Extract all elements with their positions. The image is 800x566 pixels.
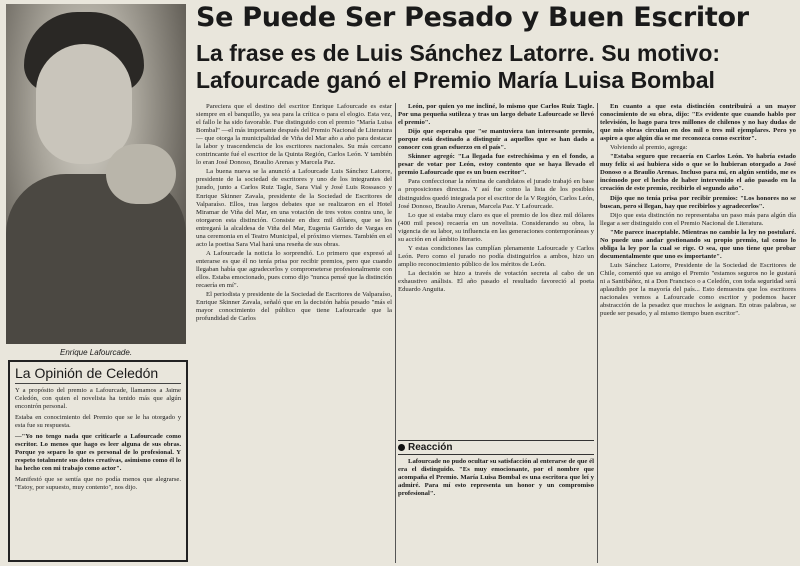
paragraph: En cuanto a que esta distinción contribuirá a un mayor conocimiento de su obra, dijo: "Es evidente que cuando hablo por televisión, lo hago para tres millones de chilenos y no hay dudas de que mis obras circulan en dos mil o tres mil ejemplares. Pero yo aspiro a que algún día se me reconozca como escritor". <box>600 103 796 143</box>
paragraph: "Estaba seguro que recaería en Carlos León. Yo habría estado muy feliz si así hubiera sido o que se lo hubieran otorgado a José Donoso o a Braulio Arenas. Incluso para mí, en algún sentido, me es incómodo por el hecho de haber intervenido el año pasado en la creación de este premio, recibirlo el segundo año". <box>600 153 796 193</box>
paragraph: El periodista y presidente de la Sociedad de Escritores de Valparaíso, Enrique Skinner Zavala, señaló que en la decisión había pesado "más el mayor conocimiento del público que tiene Lafourcade que la profundidad de Carlos <box>196 291 392 323</box>
paragraph: Dijo que esperaba que "se mantuviera tan interesante premio, porque está destinado a distinguir a aquellos que se han dado a conocer con gran esfuerzo en el país". <box>398 128 594 152</box>
paragraph: Luis Sánchez Latorre, Presidente de la Sociedad de Escritores de Chile, comentó que su amigo el Premio "estamos seguros no le gustará ni a Santibáñez, ni a Don Francisco o a Celedón, con toda seguridad será aplaudido por la mayoría del país... Esto demuestra que los escritores nacionales vemos a Lafourcade como escritor y podemos hacer abstracción de la pesadez que muchos le asignan. En otras palabras, se puede ser pesado, y al mismo tiempo buen escritor". <box>600 261 796 318</box>
paragraph: Y a propósito del premio a Lafourcade, llamamos a Jaime Celedón, con quien el novelista ha tenido más que algún encontrón personal. <box>15 387 181 410</box>
article-column-3 <box>600 103 796 563</box>
paragraph: Para confeccionar la nómina de candidatos el jurado trabajó en base a proposiciones directas. Y así fue como la lista de los posibles distinguidos quedó integrada por el escritor de la V Región, Carlos León, José Donoso, Braulio Arenas, Marcela Paz. Y Lafourcade. <box>398 178 594 210</box>
paragraph: Skinner agregó: "La llegada fue estrechísima y en el fondo, a pesar de votar por León, estoy contento que se haya llevado el premio Lafourcade que es un buen escritor". <box>398 153 594 177</box>
sidebar-body <box>15 387 181 492</box>
reaccion-heading <box>398 440 594 455</box>
paragraph: Y estas condiciones las cumplían plenamente Lafourcade y Carlos León. Pero como el jurado no podía distinguirlos a ambos, hizo un amplio reconocimiento público de los méritos de León. <box>398 244 594 268</box>
photo-hand <box>106 144 176 204</box>
paragraph: Estaba en conocimiento del Premio que se le ha otorgado y esta fue su respuesta. <box>15 414 181 429</box>
paragraph: —"Yo no tengo nada que criticarle a Lafourcade como escritor. Lo menos que hago es leer alguna de sus obras. Porque yo separo lo que es personal de lo profesional. Y respeto totalmente sus dotes creativas, asimismo como él lo ha hecho con mi trabajo como actor". <box>15 433 181 472</box>
paragraph: Pareciera que el destino del escritor Enrique Lafourcade es estar siempre en el banquillo, ya sea para la crítica o para el elogio. Esta vez, el fallo le ha sido favorable. Fue distinguido con el premio "María Luisa Bombal" —el más importante después del Premio Nacional de Literatura— que otorga la municipalidad de Viña del Mar año a año para destacar la labor y trascendencia de los escritores nacionales. Su más cercano contrincante fué el escritor de la Quinta Región, Carlos León. Y también lo eran José Donoso, Braulio Arenas y Marcela Paz. <box>196 103 392 167</box>
author-photo <box>6 4 186 344</box>
paragraph: "Me parece inaceptable. Mientras no cambie la ley no postularé. No puede uno andar gestionando su propio premio, tal como lo obliga la ley por la cual se rige. O sea, que uno tiene que probar documentalmente que uno es importante". <box>600 228 796 260</box>
article-column-1 <box>196 103 392 563</box>
subheadline: La frase es de Luis Sánchez Latorre. Su motivo: Lafourcade ganó el Premio María Luisa Bombal <box>196 40 721 93</box>
column-divider <box>597 103 598 563</box>
paragraph: Lo que si estaba muy claro es que el premio de los diez mil dólares (400 mil pesos) recaería en un novelista. Considerando su obra, la vigencia de su labor, su influencia en las generaciones contemporáneas y su acción en el ámbito literario. <box>398 211 594 243</box>
paragraph: Dijo que esta distinción no representaba un paso más para algún día llegar a ser distinguido con el Premio Nacional de Literatura. <box>600 211 796 227</box>
bullet-icon <box>398 444 405 451</box>
reaccion-title: Reacción <box>408 442 453 453</box>
paragraph: Lafourcade no pudo ocultar su satisfacción al enterarse de que él era el distinguido. "Es muy emocionante, por el nombre que acompaña el Premio. María Luisa Bombal es una escritora que leí y admiré. Para mí esto representa un honor y un compromiso profesional". <box>398 458 594 498</box>
paragraph: La decisión se hizo a través de votación secreta al cabo de un exhaustivo análisis. El año pasado el resultado favoreció al poeta Eduardo Anguita. <box>398 269 594 294</box>
headline: Se Puede Ser Pesado y Buen Escritor <box>196 2 749 33</box>
photo-face <box>36 44 132 164</box>
sidebar-title: La Opinión de Celedón <box>15 365 181 384</box>
column-divider <box>395 103 396 563</box>
paragraph: Manifestó que se sentía que no podía menos que alegrarse. "Estoy, por supuesto, muy contento", nos dijo. <box>15 476 181 491</box>
paragraph: La buena nueva se la anunció a Lafourcade Luis Sánchez Latorre, presidente de la sociedad de escritores y uno de los integrantes del jurado, junto a Carlos Ruiz Tagle, Sara Vial y José Luis Rossasco y Enrique Skinner Zavala, presidente de la Sociedad de Escritores de Valparaíso. Ellos, tras largos debates que se realizaron en el Hotel Miramar de Viña del Mar, en una votación de tres votos contra uno, le otorgaron esta distinción. Consiste en diez mil dólares, que se los entregará la alcaldesa de Viña del Mar, Eugenia Garrido de Vargas en una ceremonia en el Teatro Municipal, el próximo viernes. También en el acto la poetisa Sara Vial hará una reseña de sus obras. <box>196 168 392 248</box>
photo-caption: Enrique Lafourcade. <box>60 348 133 357</box>
paragraph: Volviendo al premio, agrega: <box>610 144 688 152</box>
celedon-sidebar <box>8 360 188 562</box>
article-column-2 <box>398 103 594 443</box>
reaccion-section <box>398 440 594 564</box>
paragraph: Dijo que no tenía prisa por recibir premios: "Los honores no se buscan, pero si llegan, hay que recibirlos y agradecerlos". <box>600 194 796 210</box>
reaccion-body <box>398 458 594 498</box>
paragraph: A Lafourcade la noticia lo sorprendió. Lo primero que expresó al enterarse es que él no tenía prisa por recibir premios, pero que cuando llegaban había que agradecerlos y comprometerse profesionalmente con ellos. Estaba emocionado, pues como dijo "nunca pensé que la distinción recaería en mí". <box>196 249 392 290</box>
paragraph: León, por quien yo me incliné, lo mismo que Carlos Ruiz Tagle. Por una pequeña sutileza y tras un largo debate Lafourcade se llevó el premio". <box>398 103 594 127</box>
